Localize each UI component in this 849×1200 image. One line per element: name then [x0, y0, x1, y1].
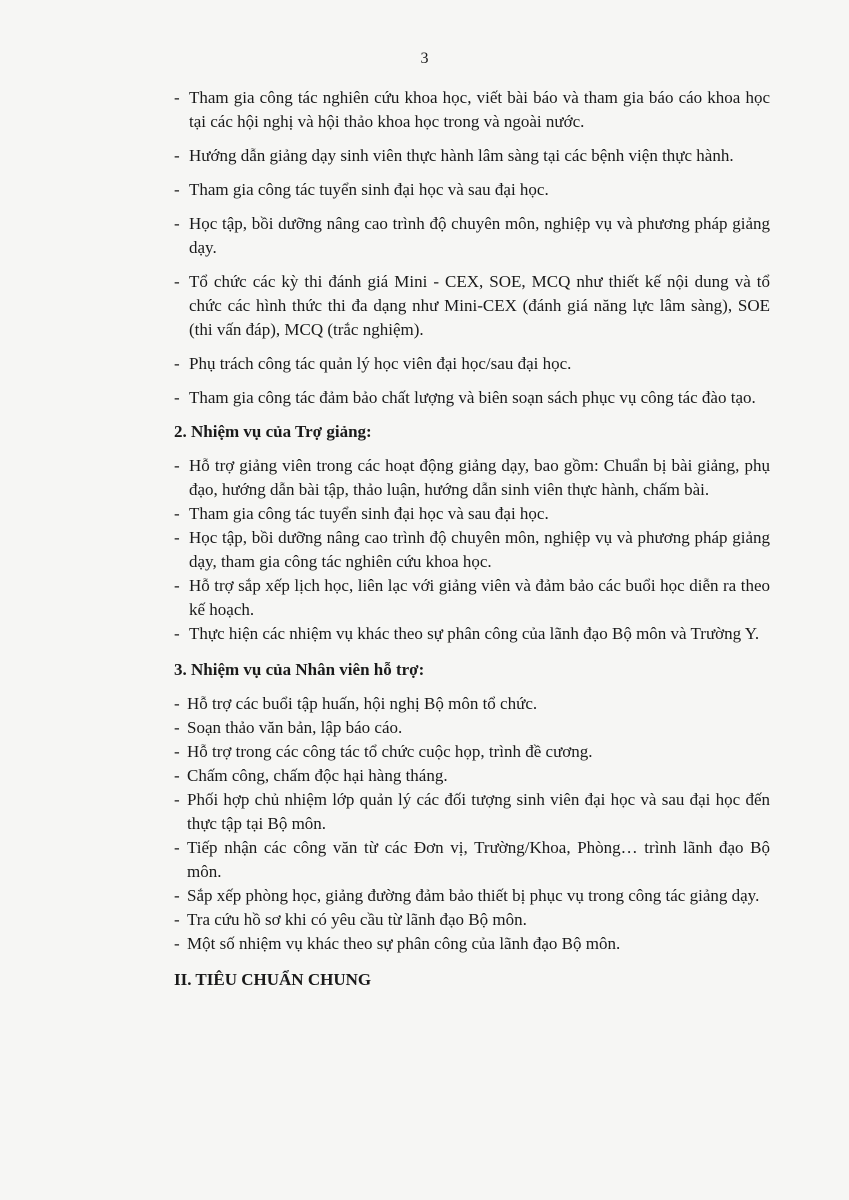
- list-item: - Hỗ trợ các buổi tập huấn, hội nghị Bộ môn tổ chức.: [174, 694, 538, 713]
- section-ii-heading: II. TIÊU CHUẨN CHUNG: [174, 970, 372, 989]
- list-item: - Tổ chức các kỳ thi đánh giá Mini - CEX, SOE, MCQ như thiết kế nội dung và tổ chức các hình thức thi đa dạng như Mini-CEX (đánh giá năng lực lâm sàng), SOE (thi vấn đáp), MCQ (trắc nghiệm).: [174, 272, 770, 339]
- list-item: - Tham gia công tác đảm bảo chất lượng và biên soạn sách phục vụ công tác đào tạo.: [174, 388, 756, 407]
- list-item: - Soạn thảo văn bản, lập báo cáo.: [174, 718, 403, 737]
- list-item: - Tham gia công tác tuyển sinh đại học và sau đại học.: [174, 180, 549, 199]
- list-item: - Chấm công, chấm độc hại hàng tháng.: [174, 766, 448, 785]
- list-item: - Hỗ trợ sắp xếp lịch học, liên lạc với giảng viên và đảm bảo các buổi học diễn ra theo kế hoạch.: [174, 576, 770, 619]
- document-body: [174, 86, 770, 1002]
- list-item: - Tra cứu hồ sơ khi có yêu cầu từ lãnh đạo Bộ môn.: [174, 910, 527, 929]
- list-item: - Tham gia công tác tuyển sinh đại học và sau đại học.: [174, 504, 549, 523]
- list-item: - Hỗ trợ trong các công tác tổ chức cuộc họp, trình đề cương.: [174, 742, 593, 761]
- section2-heading: 2. Nhiệm vụ của Trợ giảng:: [174, 422, 372, 441]
- list-item: - Một số nhiệm vụ khác theo sự phân công của lãnh đạo Bộ môn.: [174, 934, 621, 953]
- list-item: - Phụ trách công tác quản lý học viên đại học/sau đại học.: [174, 354, 572, 373]
- list-item: - Sắp xếp phòng học, giảng đường đảm bảo thiết bị phục vụ trong công tác giảng dạy.: [174, 886, 760, 905]
- list-item: - Phối hợp chủ nhiệm lớp quản lý các đối tượng sinh viên đại học và sau đại học đến thực tập tại Bộ môn.: [174, 790, 770, 833]
- list-item: - Hỗ trợ giảng viên trong các hoạt động giảng dạy, bao gồm: Chuẩn bị bài giảng, phụ đạo, hướng dẫn bài tập, thảo luận, hướng dẫn sinh viên thực hành, chấm bài.: [174, 456, 770, 499]
- section2-list: [174, 454, 770, 646]
- section3-list: [174, 692, 770, 956]
- list-item: - Học tập, bồi dưỡng nâng cao trình độ chuyên môn, nghiệp vụ và phương pháp giảng dạy, tham gia công tác nghiên cứu khoa học.: [174, 528, 770, 571]
- list-item: - Hướng dẫn giảng dạy sinh viên thực hành lâm sàng tại các bệnh viện thực hành.: [174, 146, 734, 165]
- list-item: - Học tập, bồi dưỡng nâng cao trình độ chuyên môn, nghiệp vụ và phương pháp giảng dạy.: [174, 214, 770, 257]
- list-item: - Tham gia công tác nghiên cứu khoa học, viết bài báo và tham gia báo cáo khoa học tại các hội nghị và hội thảo khoa học trong và ngoài nước.: [174, 88, 770, 131]
- list-item: - Tiếp nhận các công văn từ các Đơn vị, Trường/Khoa, Phòng… trình lãnh đạo Bộ môn.: [174, 838, 770, 881]
- section3-heading: 3. Nhiệm vụ của Nhân viên hỗ trợ:: [174, 660, 425, 679]
- section1-list: [174, 86, 770, 410]
- page-number: 3: [420, 50, 429, 67]
- list-item: - Thực hiện các nhiệm vụ khác theo sự phân công của lãnh đạo Bộ môn và Trường Y.: [174, 624, 760, 643]
